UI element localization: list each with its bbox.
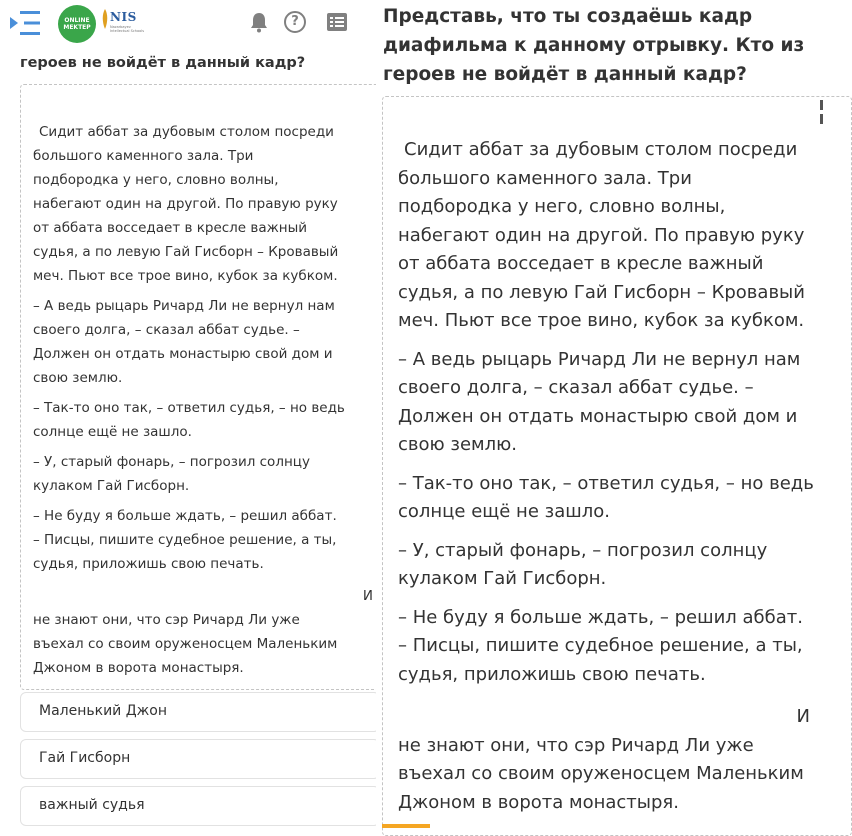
question-text: героев не войдёт в данный кадр? (20, 55, 306, 71)
passage-line: меч. Пьют все трое вино, кубок за кубком. (33, 268, 338, 284)
passage-line: судья, приложишь свою печать. (398, 663, 706, 685)
left-pane (0, 0, 373, 828)
passage-line: – У, старый фонарь, – погрозил солнцу (398, 539, 768, 561)
passage-line: подбородка у него, словно волны, (398, 196, 726, 217)
passage-line: свою землю. (33, 370, 123, 386)
answer-option-3[interactable] (20, 786, 380, 826)
passage-line: от аббата восседает в кресле важный (33, 220, 308, 236)
passage-line: – У, старый фонарь, – погрозил солнцу (33, 454, 310, 470)
passage-line: – А ведь рыцарь Ричард Ли не вернул нам (33, 298, 335, 314)
passage-text (33, 120, 373, 686)
passage-line: солнце ещё не зашло. (33, 424, 192, 440)
list-icon[interactable] (326, 12, 348, 32)
passage-text (398, 136, 828, 827)
top-bar (0, 0, 362, 46)
passage-line: судья, приложишь свою печать. (33, 556, 264, 572)
passage-line: своего долга, – сказал аббат судье. – (33, 322, 300, 338)
answer-option-1[interactable] (20, 692, 380, 732)
help-icon[interactable]: ? (284, 11, 306, 33)
passage-line: Должен он отдать монастырю свой дом и (398, 405, 798, 427)
passage-line: въехал со своим оруженосцем Маленьким (398, 763, 804, 784)
answer-option-label: Гай Гисборн (39, 750, 131, 766)
answer-option-2[interactable] (20, 739, 380, 779)
question-line: героев не войдёт в данный кадр? (383, 64, 747, 85)
passage-line: судья, а по левую Гай Гисборн – Кровавый (33, 244, 339, 260)
question-line: диафильма к данному отрывку. Кто из (383, 35, 805, 56)
passage-line: Должен он отдать монастырю свой дом и (33, 346, 333, 362)
passage-line: Джоном в ворота монастыря. (398, 791, 679, 813)
passage-line: въехал со своим оруженосцем Маленьким (33, 636, 338, 652)
passage-line: – Писцы, пишите судебное решение, а ты, (398, 635, 803, 656)
passage-line: набегают один на другой. По правую руку (398, 224, 805, 246)
passage-line: Сидит аббат за дубовым столом посреди (39, 124, 334, 140)
passage-line: – А ведь рыцарь Ричард Ли не вернул нам (398, 348, 801, 370)
passage-line: судья, а по левую Гай Гисборн – Кровавый (398, 281, 805, 303)
right-pane (376, 0, 828, 828)
passage-line: Джоном в ворота монастыря. (33, 660, 244, 676)
passage-line: меч. Пьют все трое вино, кубок за кубком. (398, 310, 805, 331)
passage-line: – Писцы, пишите судебное решение, а ты, (33, 532, 337, 548)
passage-line: большого каменного зала. Три (398, 167, 692, 189)
answer-option-label: Маленький Джон (39, 703, 167, 719)
passage-line: кулаком Гай Гисборн. (33, 478, 190, 494)
passage-line: – Не буду я больше ждать, – решил аббат. (398, 606, 803, 628)
passage-line: – Не буду я больше ждать, – решил аббат. (33, 508, 337, 524)
nis-logo-word: NIS (110, 10, 137, 24)
question-heading (383, 2, 823, 89)
passage-line: не знают они, что сэр Ричард Ли уже (33, 612, 300, 628)
passage-line: подбородка у него, словно волны, (33, 172, 279, 188)
passage-line: – Так-то оно так, – ответил судья, – но ведь (33, 400, 345, 416)
progress-accent (382, 824, 430, 828)
passage-line: И (796, 706, 810, 727)
bell-icon[interactable] (248, 11, 270, 33)
passage-line: набегают один на другой. По правую руку (33, 196, 338, 212)
nis-mark-icon (100, 8, 110, 30)
passage-line: кулаком Гай Гисборн. (398, 568, 607, 589)
passage-line: своего долга, – сказал аббат судье. – (398, 377, 754, 398)
edge-handle-icon (818, 98, 826, 126)
nis-logo (98, 6, 144, 40)
passage-line: И (362, 588, 373, 604)
passage-line: не знают они, что сэр Ричард Ли уже (398, 734, 754, 756)
menu-collapse-icon[interactable] (10, 9, 40, 37)
passage-line: – Так-то оно так, – ответил судья, – но ведь (398, 472, 814, 494)
online-mektep-logo[interactable]: ONLINE MEKTEP (58, 5, 96, 43)
passage-line: Сидит аббат за дубовым столом посреди (404, 139, 798, 160)
nis-logo-subtitle: Nazarbayev Intellectual Schools (110, 25, 145, 33)
question-line: Представь, что ты создаёшь кадр (383, 6, 753, 27)
passage-line: солнце ещё не зашло. (398, 501, 610, 522)
answer-option-label: важный судья (39, 797, 145, 813)
passage-line: свою землю. (398, 434, 517, 455)
passage-line: большого каменного зала. Три (33, 148, 254, 164)
passage-line: от аббата восседает в кресле важный (398, 253, 764, 274)
